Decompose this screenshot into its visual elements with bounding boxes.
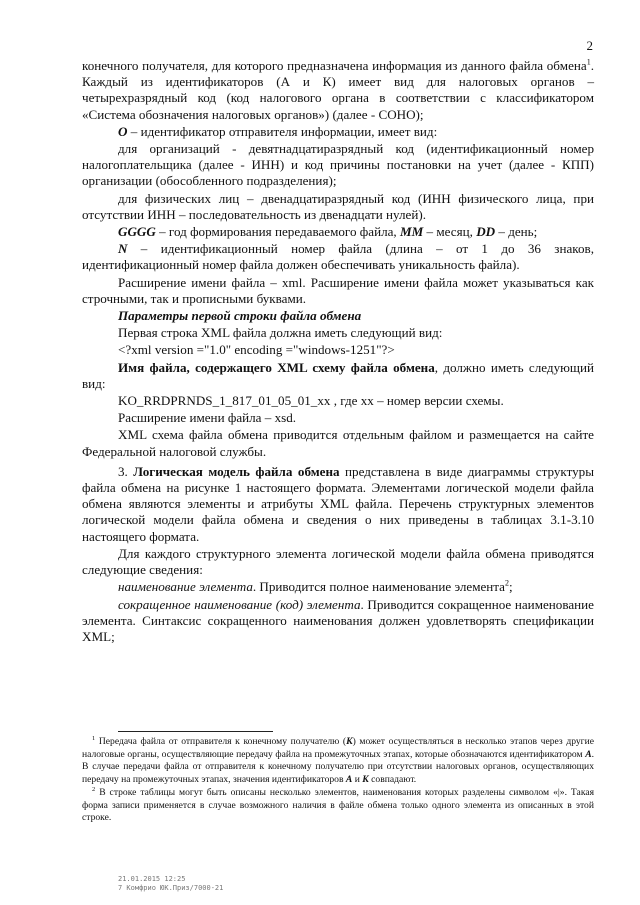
- paragraph-physical-persons: для физических лиц – двенадцатиразрядный код (ИНН физического лица, при отсутствии ИНН – последовательность из двенадцати нулей).: [82, 190, 594, 222]
- footnote-divider: [118, 731, 273, 732]
- main-text: [82, 58, 594, 646]
- paragraph-first-line: Первая строка XML файла должна иметь следующий вид:: [118, 325, 443, 341]
- footnote-ref-2[interactable]: 2: [505, 578, 509, 588]
- paragraph-section-3: 3. Логическая модель файла обмена представлена в виде диаграммы структуры файла обмена на рисунке 1 настоящего формата. Элементами логической модели файла обмена являются элементы и атрибуты XML файла. Перечень структурных элементов логической модели файла обмена и сведения о них приведены в таблицах 3.1-3.10 настоящего формата.: [82, 463, 595, 544]
- paragraph-schema-separate: XML схема файла обмена приводится отдельным файлом и размещается на сайте Федеральной налоговой службы.: [82, 427, 594, 459]
- stamp-reference: 7 Комфрио ЮК.Приз/7000-21: [118, 884, 224, 892]
- footnotes: [82, 736, 594, 826]
- paragraph-each-element: Для каждого структурного элемента логической модели файла обмена приводятся следующие сведения:: [82, 545, 594, 578]
- stamp-date: 21.01.2015 12:25: [118, 875, 186, 883]
- document-stamp: [118, 875, 223, 893]
- paragraph-identifiers: конечного получателя, для которого предназначена информация из данного файла обмена$^1$. Каждый из идентификаторов (А и К) имеет вид для налоговых органов – четырехразрядный код (код налогового органа в соответствии с классификатором «Система обозначения налоговых органов») (далее - СОНО);: [82, 57, 594, 122]
- xml-declaration: <?xml version ="1.0" encoding ="windows-1251"?>: [118, 342, 395, 358]
- paragraph-n: N – идентификационный номер файла (длина – от 1 до 36 знаков, идентификационный номер файла должен обеспечивать уникальность файла).: [82, 241, 594, 273]
- page-number: 2: [586, 38, 593, 53]
- paragraph-organizations: для организаций - девятнадцатиразрядный код (идентификационный номер налогоплательщика (далее - ИНН) и код причины постановки на учет (далее - КПП) организации (обособленного подразделения);: [82, 141, 594, 189]
- paragraph-schema-name: Имя файла, содержащего XML схему файла обмена, должно иметь следующий вид:: [82, 359, 594, 391]
- schema-file-name: KO_RRDPRNDS_1_817_01_05_01_xx , где хх – номер версии схемы.: [118, 393, 504, 409]
- paragraph-element-name: наименование элемента. Приводится полное наименование элемента$^2$;: [118, 578, 513, 595]
- paragraph-short-name: сокращенное наименование (код) элемента. Приводится сокращенное наименование элемента. Синтаксис сокращенного наименования должен удовлетворять спецификации XML;: [82, 596, 594, 644]
- footnote-1: $^1$ Передача файла от отправителя к конечному получателю (К) может осуществляться в несколько этапов через другие налоговые органы, осуществляющие передачу файла на промежуточных этапах, которые обозначаются идентификатором А. В случае передачи файла от отправителя к конечному получателю при отсутствии налоговых органов, осуществляющих передачу на промежуточных этапах, значения идентификаторов А и К совпадают.: [82, 734, 594, 785]
- paragraph-date: GGGG – год формирования передаваемого файла, MM – месяц, DD – день;: [118, 224, 538, 240]
- paragraph-o: O – идентификатор отправителя информации, имеет вид:: [118, 123, 438, 139]
- footnote-2: $^2$ В строке таблицы могут быть описаны несколько элементов, наименования которых разделены символом «|». Такая форма записи применяется в случае возможного наличия в файле обмена только одного элемента из описанных в этой строке.: [82, 785, 594, 823]
- paragraph-extension: Расширение имени файла – xml. Расширение имени файла может указываться как строчными, так и прописными буквами.: [82, 274, 594, 306]
- section-heading: Параметры первой строки файла обмена: [118, 308, 362, 324]
- footnote-ref-1[interactable]: 1: [586, 57, 591, 67]
- paragraph-xsd: Расширение имени файла – xsd.: [118, 410, 297, 426]
